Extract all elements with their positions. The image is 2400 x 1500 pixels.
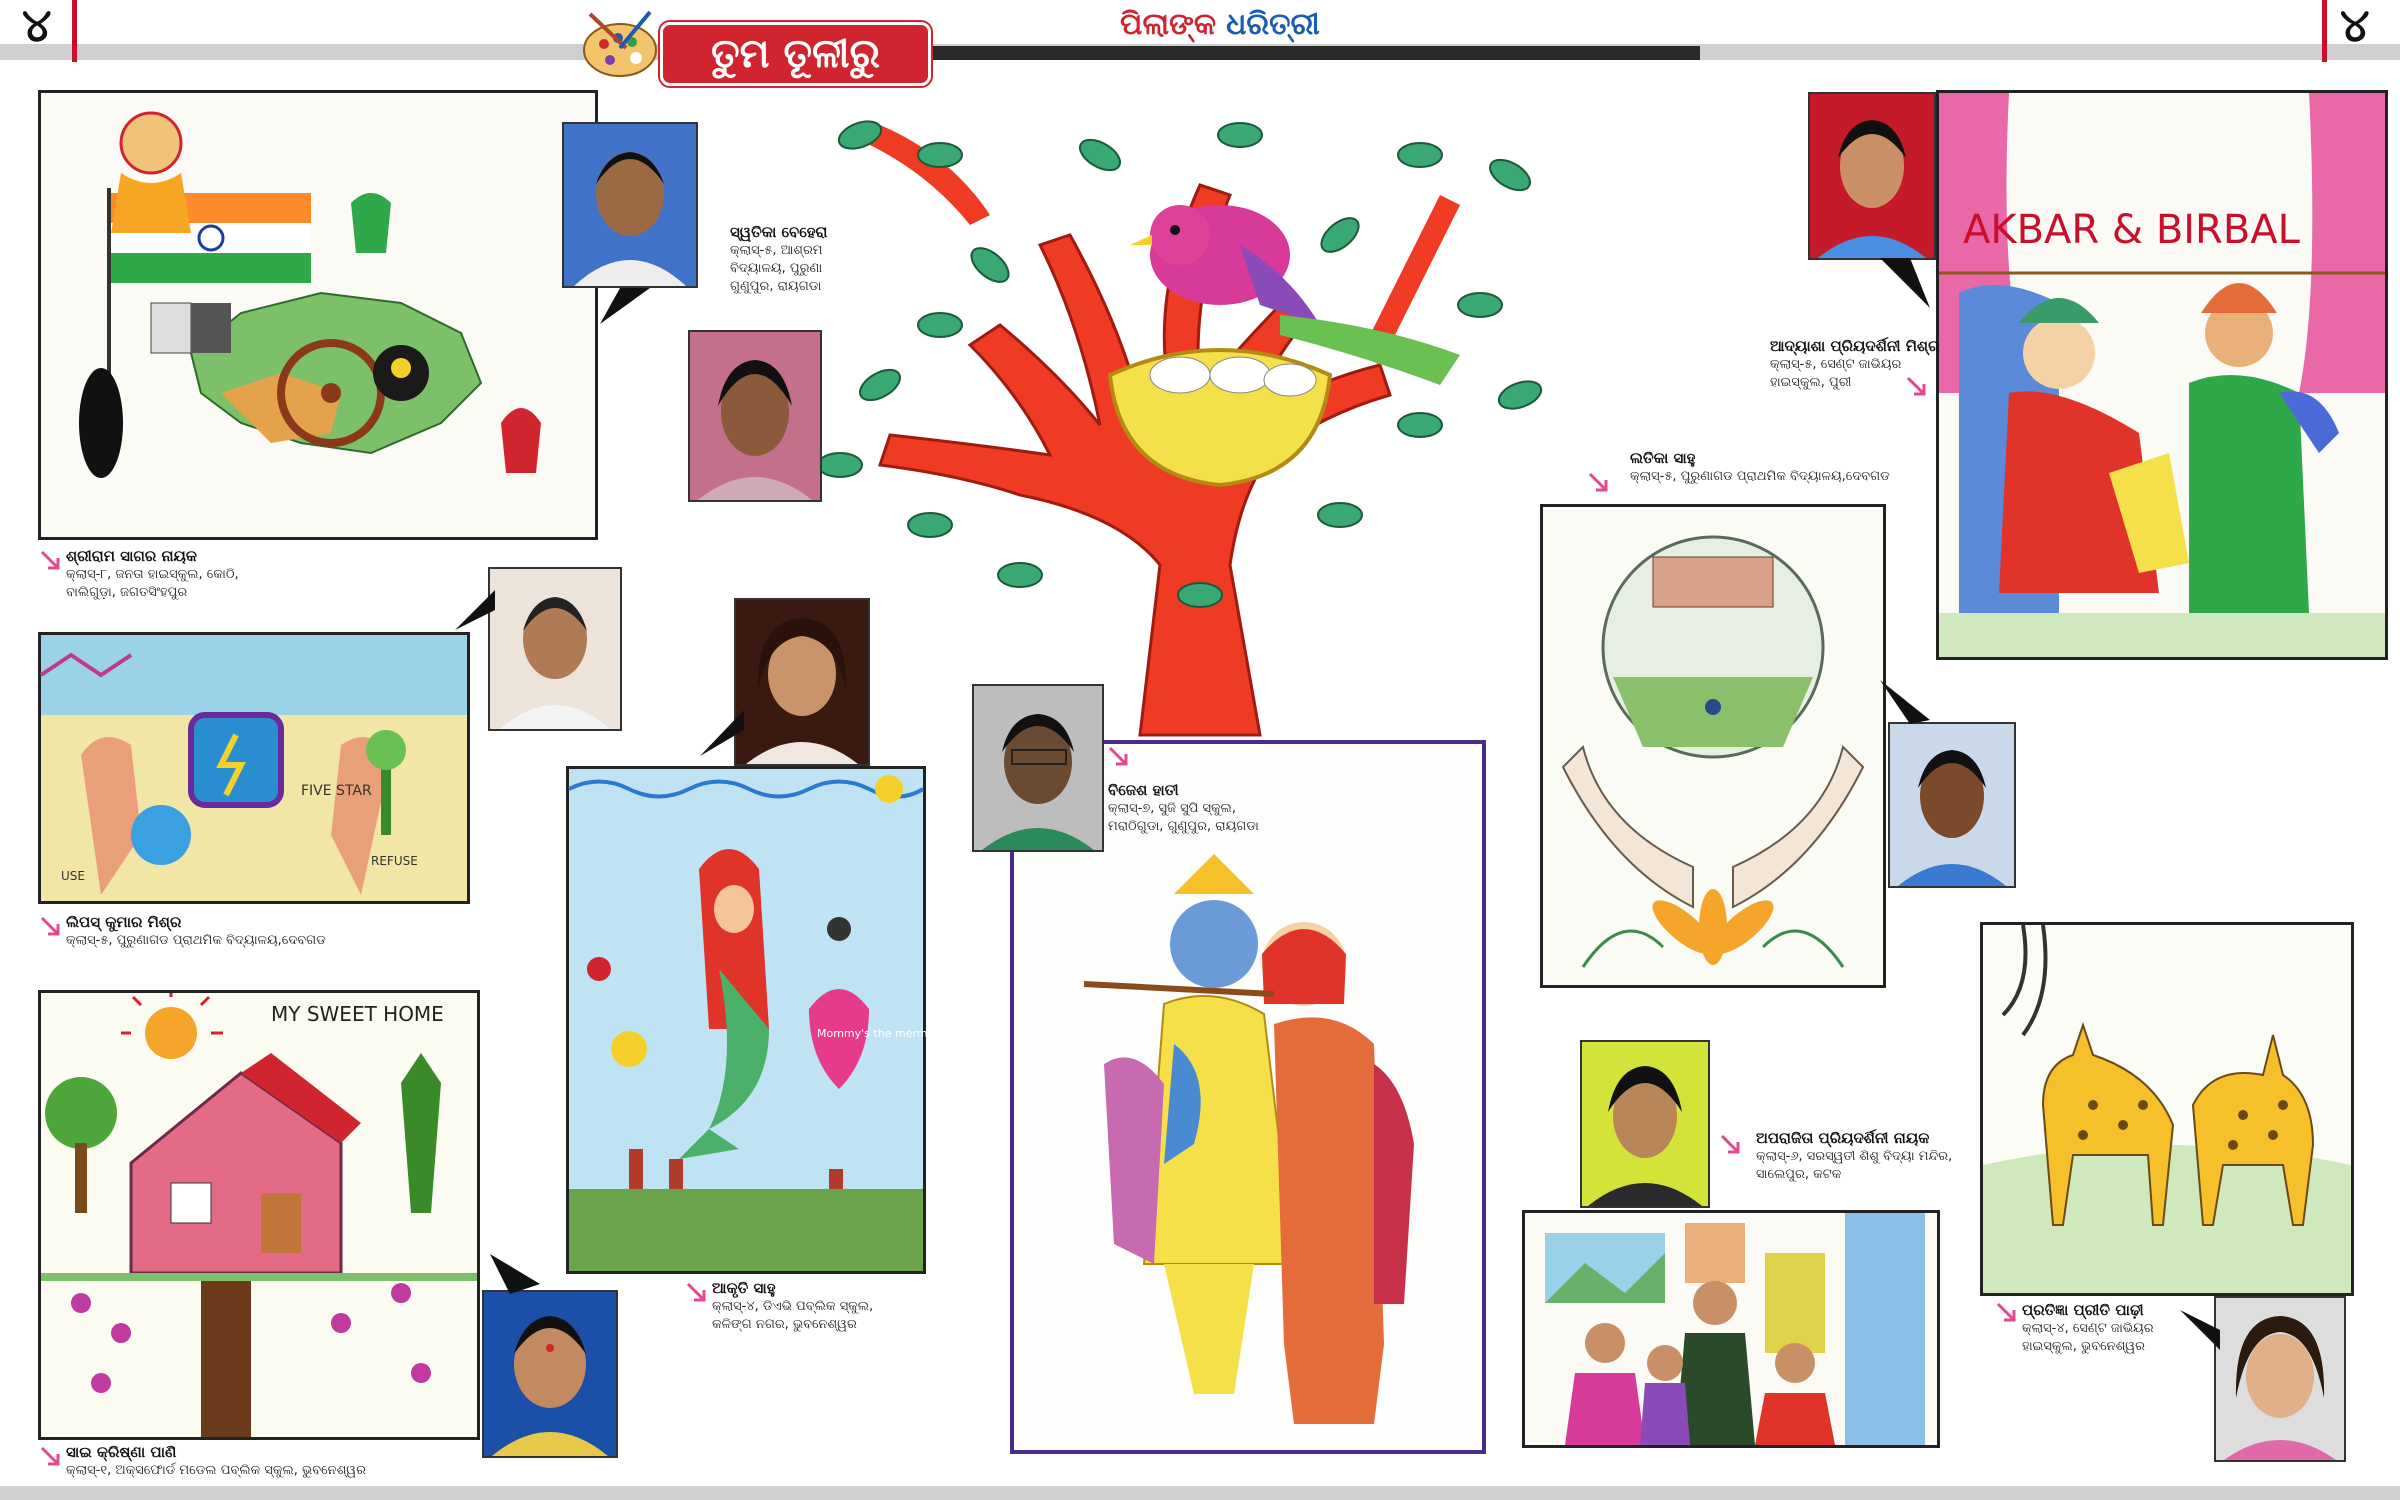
caption-6-line2: ମରାଠିଗୁଡା, ଗୁଣୁପୁର, ରାୟଗଡା — [1108, 819, 1259, 834]
header-dark-rule — [930, 46, 1700, 60]
caption-10-line1: କ୍ଲାସ୍-୪, ସେଣ୍ଟ ଜାଭିୟର — [2022, 1321, 2154, 1336]
arrow-icon — [40, 916, 60, 936]
footer-rule — [0, 1486, 2400, 1500]
caption-9 — [1756, 1128, 1952, 1184]
drawing-mermaid — [566, 766, 945, 1274]
drawing-recycle — [38, 632, 470, 904]
caption-9-name: ଅପରାଜିତା ପ୍ରିୟଦର୍ଶିନୀ ନାୟକ — [1756, 1129, 1930, 1147]
arrow-icon — [1108, 746, 1128, 766]
caption-10 — [2022, 1300, 2154, 1356]
drawing-refuse-text: REFUSE — [371, 854, 418, 868]
caption-8-line1: କ୍ଲାସ୍-୫, ପୁରୁଣାଗଡ ପ୍ରାଥମିକ ବିଦ୍ୟାଳୟ,ଦେବଗଡ — [1630, 469, 1890, 484]
caption-4-line3: ଗୁଣୁପୁର, ରାୟଗଡା — [730, 279, 822, 294]
caption-5 — [712, 1278, 873, 1334]
drawing-heart-text: Mommy's the mermaid — [817, 1027, 945, 1040]
caption-8-name: ଲତିକା ସାହୁ — [1630, 449, 1696, 467]
caption-3-name: ସାଇ କ୍ରିଷ୍ଣା ପାଣି — [66, 1443, 177, 1461]
caption-7-name: ଆଦ୍ୟାଶା ପ୍ରିୟଦର୍ଶିନୀ ମିଶ୍ର — [1770, 337, 1940, 355]
caption-3 — [66, 1442, 366, 1480]
photo-student-5 — [734, 598, 870, 766]
caption-6-line1: କ୍ଲାସ୍-୭, ସୁଜି ସୁପି ସ୍କୁଲ, — [1108, 801, 1236, 816]
masthead-part1: ପିଲାଙ୍କ — [1120, 7, 1217, 42]
caption-4-line2: ବିଦ୍ୟାଳୟ, ପୁରୁଣା — [730, 261, 823, 276]
caption-5-name: ଆକୃତି ସାହୁ — [712, 1279, 776, 1297]
drawing-deer — [1980, 922, 2354, 1296]
photo-student-9 — [1580, 1040, 1710, 1208]
arrow-icon — [40, 550, 60, 570]
drawing-recycle-text: FIVE STAR — [301, 783, 372, 799]
arrow-icon — [686, 1282, 706, 1302]
caption-7-line2: ହାଇସ୍କୁଲ, ପୁରୀ — [1770, 375, 1852, 390]
photo-student-2 — [488, 567, 622, 731]
arrow-icon — [1720, 1134, 1740, 1154]
drawing-sweet-home — [38, 990, 480, 1440]
caption-2 — [66, 912, 326, 950]
photo-student-1 — [562, 122, 698, 288]
photo-student-10 — [2214, 1296, 2346, 1462]
caption-8 — [1630, 448, 1890, 486]
photo-student-4 — [688, 330, 822, 502]
photo-student-8 — [1888, 722, 2016, 888]
page-number-left: ୪ — [22, 0, 52, 52]
drawing-akbar-birbal — [1936, 90, 2388, 660]
section-title: ତୁମ ତୂଳୀରୁ — [660, 22, 931, 86]
caption-5-line2: କଳିଙ୍ଗ ନଗର, ଭୁବନେଶ୍ୱର — [712, 1317, 857, 1332]
drawing-bird-tree — [820, 95, 1550, 735]
drawing-home-text: MY SWEET HOME — [271, 1002, 444, 1026]
caption-7-line1: କ୍ଲାସ୍-୫, ସେଣ୍ଟ ଜାଭିୟର — [1770, 357, 1902, 372]
drawing-india-map — [38, 90, 598, 540]
caption-6-name: ବିଜେଶ ହାତୀ — [1108, 781, 1179, 799]
arrow-icon — [1996, 1302, 2016, 1322]
drawing-use-text: USE — [61, 869, 85, 883]
caption-4-line1: କ୍ଲାସ୍-୫, ଆଶ୍ରମ — [730, 243, 823, 258]
drawing-akbar-text: AKBAR & BIRBAL — [1963, 207, 2300, 253]
caption-1-line1: କ୍ଲାସ୍-୮, ଜନତା ହାଇସ୍କୁଲ, କୋଠି, — [66, 567, 239, 582]
caption-2-name: ଲିପସ୍ କୁମାର ମିଶ୍ର — [66, 913, 182, 931]
drawing-hands-globe — [1540, 504, 1886, 988]
page-number-right: ୪ — [2340, 0, 2370, 52]
photo-student-3 — [482, 1290, 618, 1458]
masthead — [1120, 6, 1320, 44]
arrow-icon — [40, 1446, 60, 1466]
caption-1 — [66, 546, 239, 602]
caption-2-line1: କ୍ଲାସ୍-୫, ପୁରୁଣାଗଡ ପ୍ରାଥମିକ ବିଦ୍ୟାଳୟ,ଦେବଗଡ — [66, 933, 326, 948]
caption-9-line1: କ୍ଲାସ୍-୬, ସରସ୍ୱତୀ ଶିଶୁ ବିଦ୍ୟା ମନ୍ଦିର, — [1756, 1149, 1953, 1164]
photo-student-7 — [1808, 92, 1936, 260]
caption-9-line2: ସାଲେପୁର, କଟକ — [1756, 1167, 1842, 1182]
arrow-icon — [1906, 376, 1926, 396]
caption-4 — [730, 222, 827, 296]
photo-student-6 — [972, 684, 1104, 852]
arrow-icon — [1588, 472, 1608, 492]
caption-6 — [1108, 780, 1259, 836]
header-divider-right — [2322, 0, 2327, 62]
caption-5-line1: କ୍ଲାସ୍-୪, ଡିଏଭି ପବ୍ଲିକ ସ୍କୁଲ, — [712, 1299, 874, 1314]
header-divider-left — [72, 0, 77, 62]
caption-4-name: ସ୍ୱତିକା ବେହେରା — [730, 223, 828, 241]
caption-10-name: ପ୍ରତିଜ୍ଞା ପ୍ରୀତି ପାଢ଼ୀ — [2022, 1301, 2144, 1319]
drawing-family — [1522, 1210, 1940, 1448]
caption-3-line1: କ୍ଲାସ୍-୧, ଅକ୍ସଫୋର୍ଡ ମଡେଲ ପବ୍ଲିକ ସ୍କୁଲ, ଭୁବନେଶ୍ୱର — [66, 1463, 366, 1478]
masthead-part2: ଧରିତ୍ରୀ — [1226, 7, 1320, 42]
caption-10-line2: ହାଇସ୍କୁଲ, ଭୁବନେଶ୍ୱର — [2022, 1339, 2145, 1354]
palette-icon — [580, 8, 660, 82]
caption-1-name: ଶ୍ରୀରାମ ସାଗର ନାୟକ — [66, 547, 198, 565]
caption-1-line2: ବାଲିଗୁଡ଼ା, ଜଗତସିଂହପୁର — [66, 585, 188, 600]
